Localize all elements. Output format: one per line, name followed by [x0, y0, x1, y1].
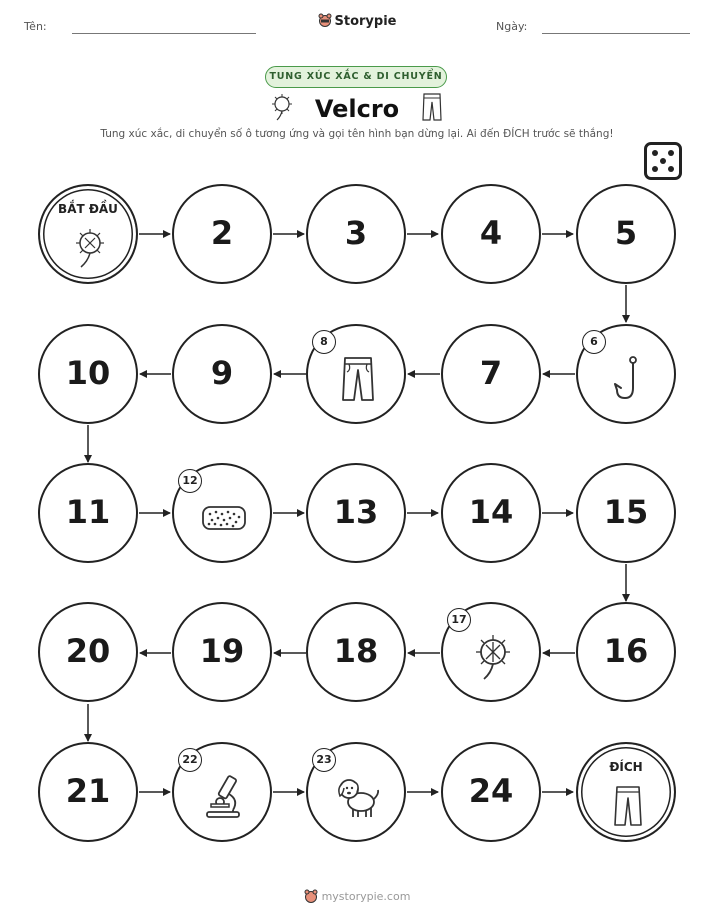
cell-21[interactable]: [38, 742, 138, 842]
name-label: Tên:: [24, 20, 47, 33]
brand-name: Storypie: [334, 14, 397, 29]
cell-number: 20: [65, 632, 111, 670]
cell-number: 9: [210, 354, 234, 392]
cell-number-badge: 17: [447, 608, 471, 632]
title-text: Velcro: [314, 95, 400, 123]
cell-number: 19: [199, 632, 245, 670]
footer-url[interactable]: mystorypie.com: [321, 890, 411, 903]
cell-number: 15: [603, 493, 649, 531]
sponge-icon: [199, 493, 249, 543]
burr-icon: [468, 632, 518, 682]
cell-18[interactable]: [306, 602, 406, 702]
cell-14[interactable]: [441, 463, 541, 563]
date-label: Ngày:: [496, 20, 528, 33]
cell-22[interactable]: [172, 742, 272, 842]
microscope-icon: [199, 772, 249, 822]
cell-number: 3: [344, 214, 368, 252]
cell-23[interactable]: [306, 742, 406, 842]
cell-13[interactable]: [306, 463, 406, 563]
cell-24[interactable]: [441, 742, 541, 842]
instructions: Tung xúc xắc, di chuyển số ô tương ứng và gọi tên hình bạn dừng lại. Ai đến ĐÍCH trước sẽ thắng!: [100, 128, 614, 140]
cell-number: 10: [65, 354, 111, 392]
cell-number-badge: 12: [178, 469, 202, 493]
cell-15[interactable]: [576, 463, 676, 563]
pants-icon: [608, 784, 648, 828]
cell-17[interactable]: [441, 602, 541, 702]
cell-3[interactable]: [306, 184, 406, 284]
finish-label: ĐÍCH: [609, 760, 643, 774]
activity-pill: TUNG XÚC XẮC & DI CHUYỂN: [265, 66, 447, 88]
cell-number: 4: [479, 214, 503, 252]
cell-19[interactable]: [172, 602, 272, 702]
cell-2[interactable]: [172, 184, 272, 284]
cell-number-badge: 8: [312, 330, 336, 354]
footer: [0, 889, 714, 903]
puppy-icon: [333, 772, 383, 822]
cell-number-badge: 22: [178, 748, 202, 772]
burr-icon: [70, 226, 110, 270]
cell-11[interactable]: [38, 463, 138, 563]
cell-number-badge: 6: [582, 330, 606, 354]
cell-number: 21: [65, 772, 111, 810]
cell-number: 18: [333, 632, 379, 670]
start-cell[interactable]: [38, 184, 138, 284]
cell-number-badge: 23: [312, 748, 336, 772]
cell-4[interactable]: [441, 184, 541, 284]
cell-7[interactable]: [441, 324, 541, 424]
cell-9[interactable]: [172, 324, 272, 424]
pants-icon: [333, 354, 383, 404]
cell-number: 24: [468, 772, 514, 810]
cell-10[interactable]: [38, 324, 138, 424]
cell-5[interactable]: [576, 184, 676, 284]
cell-number: 13: [333, 493, 379, 531]
cell-12[interactable]: [172, 463, 272, 563]
fishhook-icon: [603, 354, 653, 404]
cell-number: 11: [65, 493, 111, 531]
finish-cell[interactable]: [576, 742, 676, 842]
cell-number: 5: [614, 214, 638, 252]
cell-number: 7: [479, 354, 503, 392]
cell-20[interactable]: [38, 602, 138, 702]
cell-6[interactable]: [576, 324, 676, 424]
cell-8[interactable]: [306, 324, 406, 424]
start-label: BẮT ĐẦU: [58, 202, 118, 216]
cell-16[interactable]: [576, 602, 676, 702]
storypie-logo-icon: [304, 889, 318, 903]
cell-number: 16: [603, 632, 649, 670]
cell-number: 14: [468, 493, 514, 531]
cell-number: 2: [210, 214, 234, 252]
